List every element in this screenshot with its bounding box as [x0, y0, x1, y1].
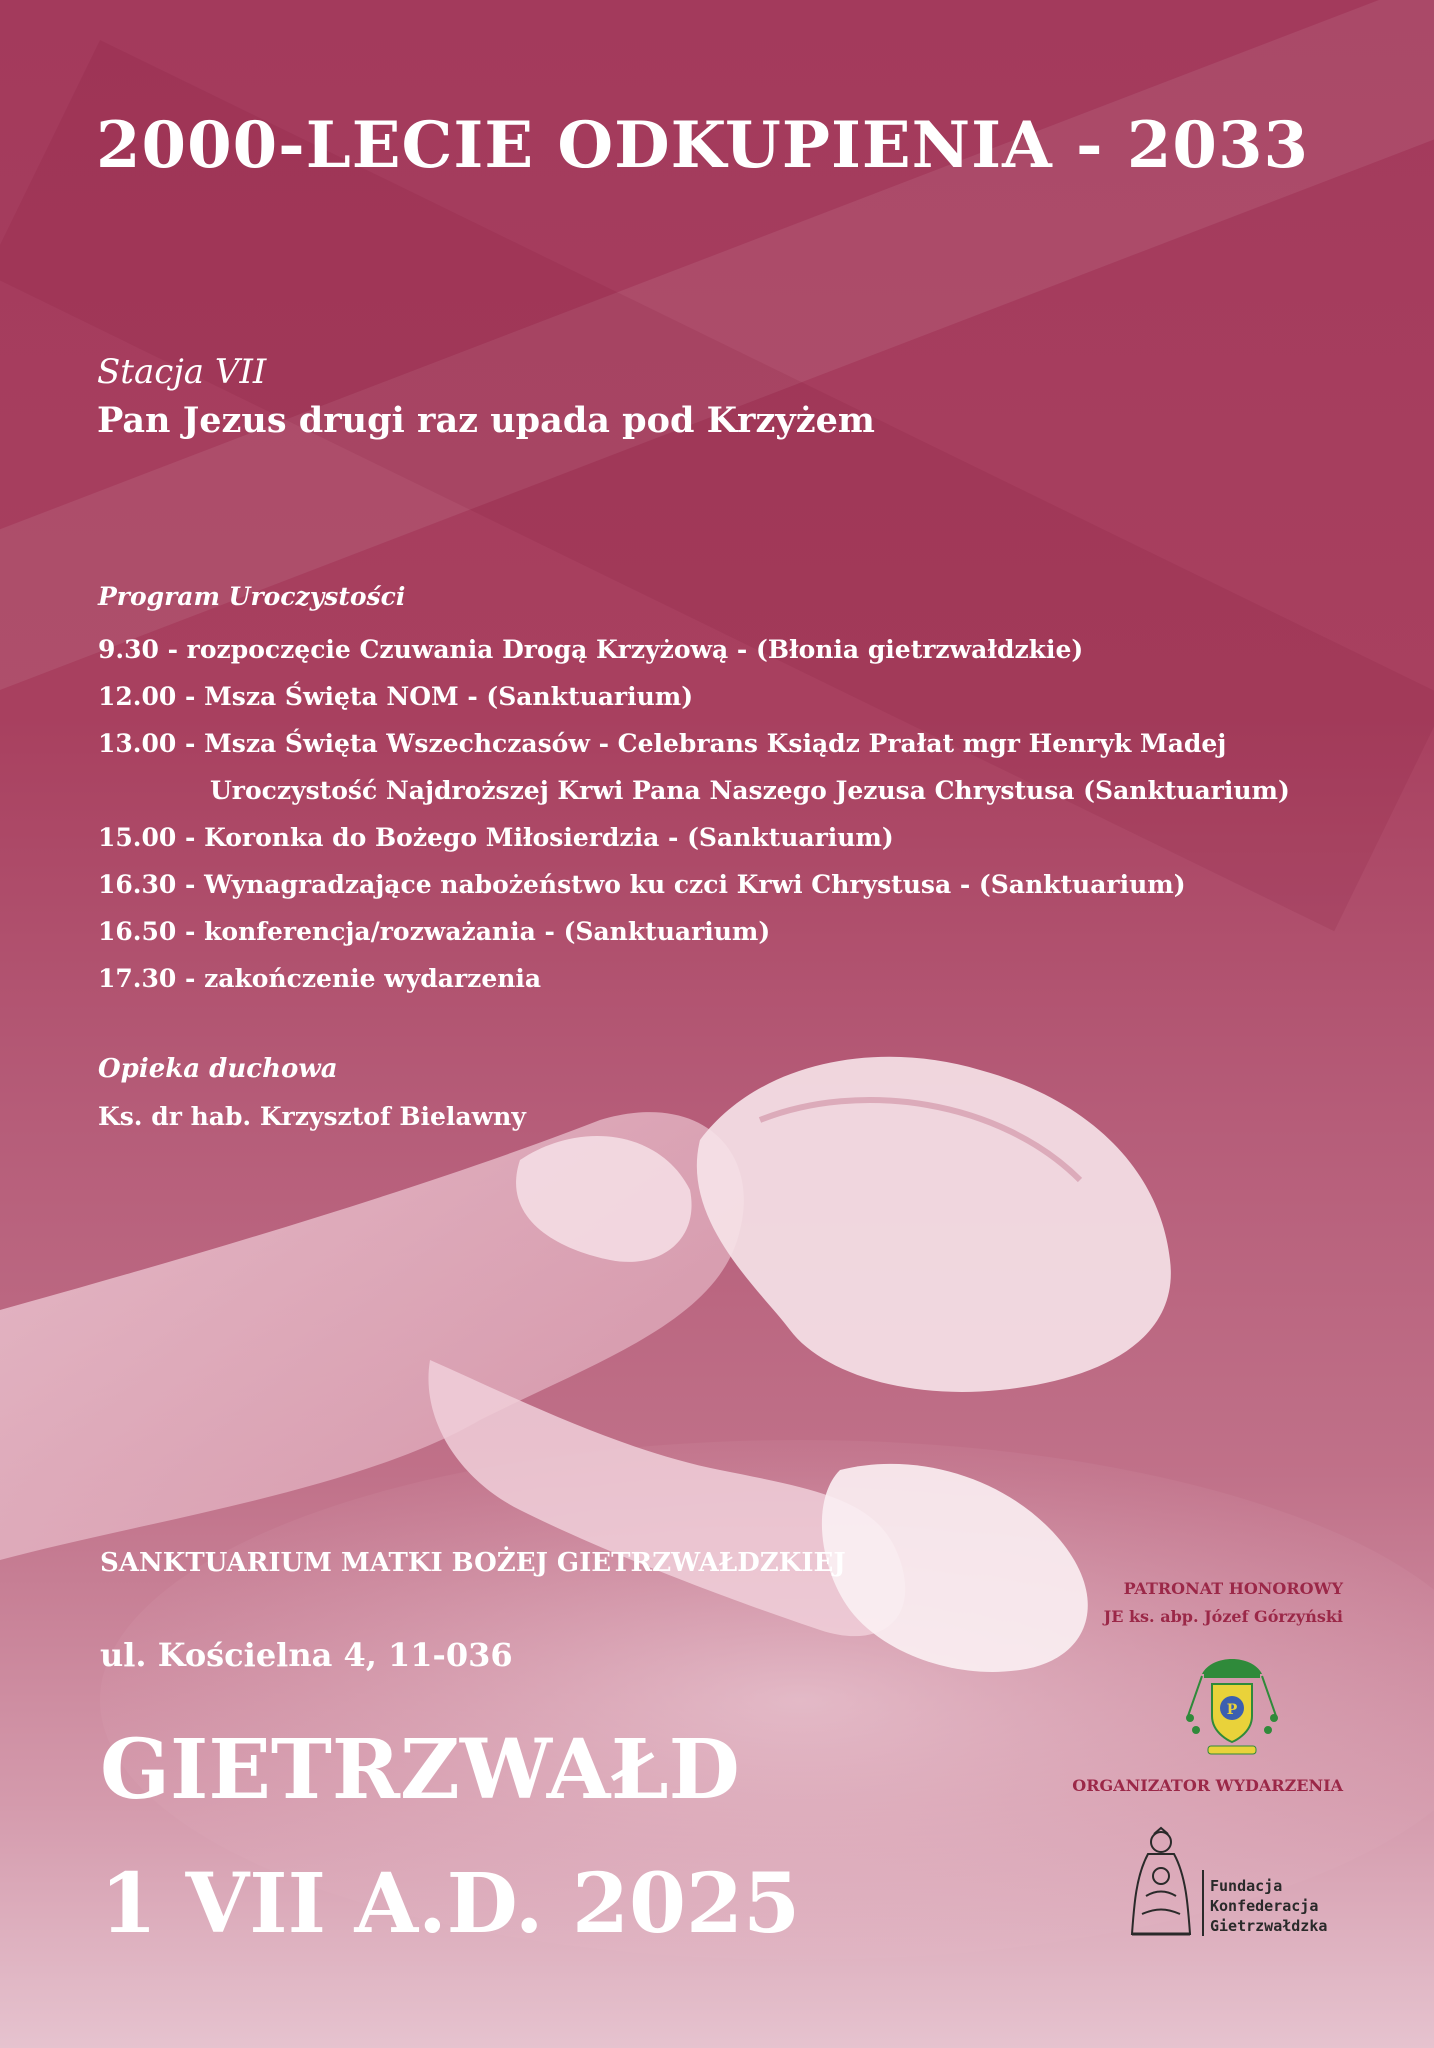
foundation-line: Fundacja [1210, 1877, 1283, 1895]
foundation-divider [1202, 1870, 1204, 1936]
page-title: 2000-LECIE ODKUPIENIA - 2033 [96, 108, 1309, 183]
schedule-item: 12.00 - Msza Święta NOM - (Sanktuarium) [98, 682, 694, 711]
schedule-item: 15.00 - Koronka do Bożego Miłosierdzia - (Sanktuarium) [98, 823, 894, 852]
address: ul. Kościelna 4, 11-036 [100, 1636, 513, 1674]
town-name: GIETRZWAŁD [100, 1722, 740, 1818]
foundation-line: Konfederacja [1210, 1897, 1319, 1915]
schedule-item: 16.30 - Wynagradzające nabożeństwo ku czci Krwi Chrystusa - (Sanktuarium) [98, 870, 1186, 899]
schedule-list [98, 626, 1290, 1002]
schedule-item: 9.30 - rozpoczęcie Czuwania Drogą Krzyżową - (Błonia gietrzwałdzkie) [98, 635, 1084, 664]
organizer-label: ORGANIZATOR WYDARZENIA [1072, 1776, 1343, 1795]
spiritual-care-heading: Opieka duchowa [98, 1054, 338, 1084]
svg-text:P: P [1226, 1702, 1238, 1718]
patron-name: JE ks. abp. Józef Górzyński [1103, 1607, 1343, 1626]
sanctuary-name: SANKTUARIUM MATKI BOŻEJ GIETRZWAŁDZKIEJ [100, 1548, 846, 1578]
foundation-line: Gietrzwałdzka [1210, 1917, 1328, 1935]
archbishop-coat-of-arms-icon [1182, 1646, 1282, 1762]
schedule-item: 17.30 - zakończenie wydarzenia [98, 964, 542, 993]
schedule-item: 16.50 - konferencja/rozważania - (Sanktuarium) [98, 917, 771, 946]
program-heading: Program Uroczystości [98, 582, 406, 611]
event-date: 1 VII A.D. 2025 [100, 1856, 801, 1952]
station-label: Stacja VII [97, 352, 267, 392]
schedule-item: 13.00 - Msza Święta Wszechczasów - Celebrans Ksiądz Prałat mgr Henryk Madej [98, 729, 1227, 758]
spiritual-care-name: Ks. dr hab. Krzysztof Bielawny [98, 1102, 526, 1131]
schedule-item: Uroczystość Najdroższej Krwi Pana Naszego Jezusa Chrystusa (Sanktuarium) [210, 776, 1290, 805]
station-subtitle: Pan Jezus drugi raz upada pod Krzyżem [97, 400, 875, 441]
madonna-logo-icon [1126, 1826, 1196, 1940]
patron-label: PATRONAT HONOROWY [1123, 1579, 1343, 1598]
foundation-name [1210, 1876, 1327, 1936]
